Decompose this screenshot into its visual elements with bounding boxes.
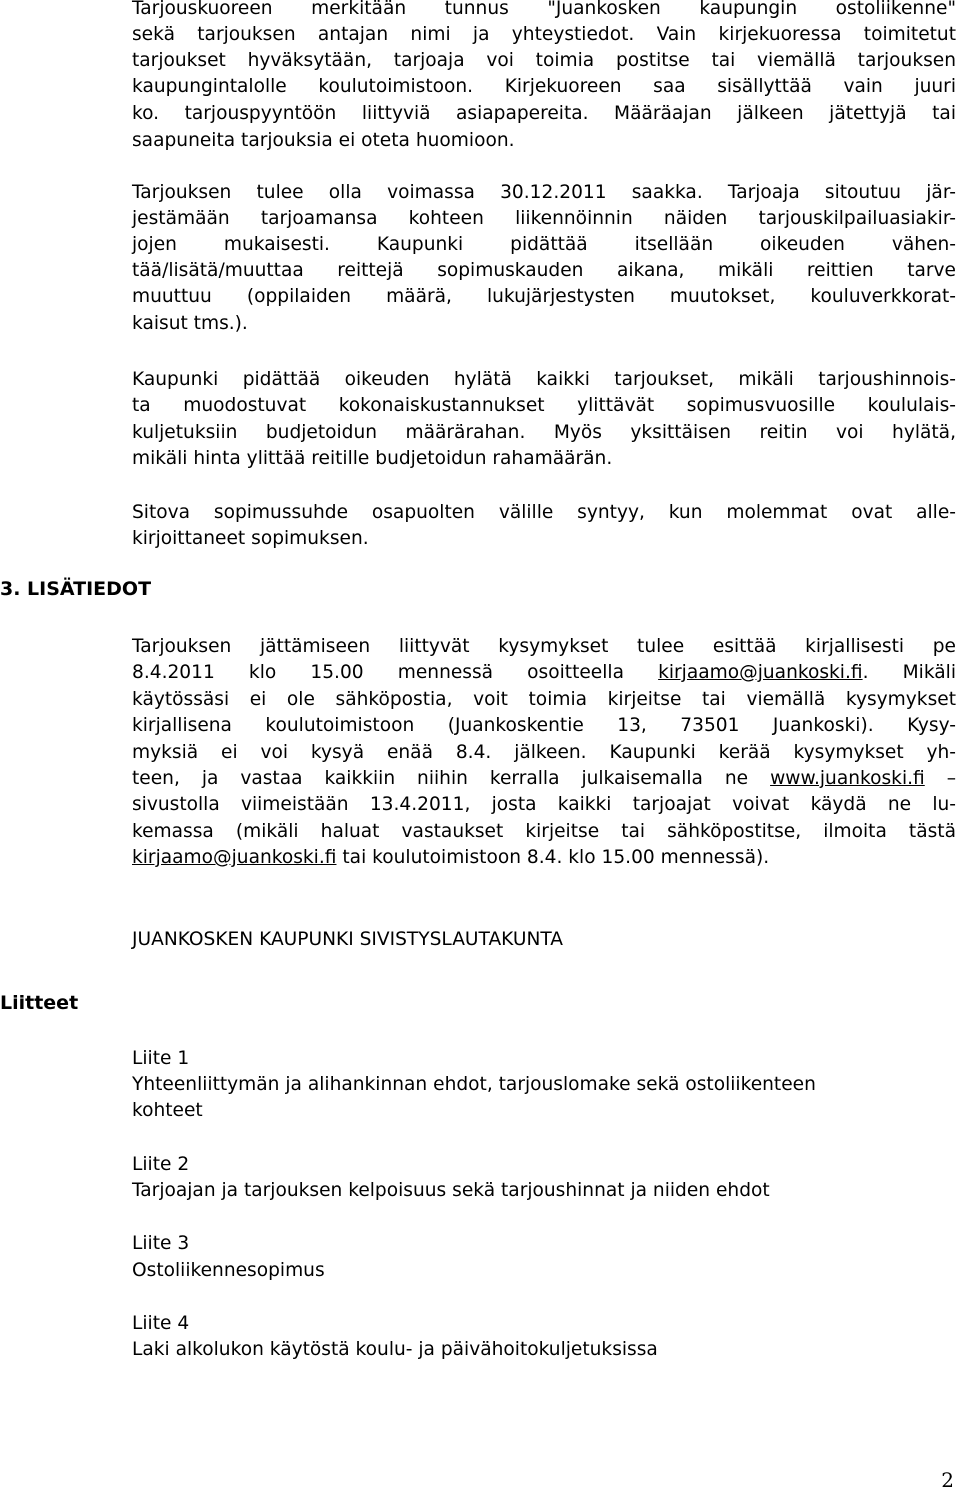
attachment-title: Tarjoajan ja tarjouksen kelpoisuus sekä tarjoushinnat ja niiden ehdot (132, 1180, 770, 1201)
section-heading-lisatiedot: 3. LISÄTIEDOT (0, 578, 152, 600)
attachment-title: Yhteenliittymän ja alihankinnan ehdot, tarjouslomake sekä ostoliikenteen (132, 1074, 816, 1095)
text-line: myksiä ei voi kysyä enää 8.4. jälkeen. Kaupunki kerää kysymykset yh- (132, 742, 956, 763)
text-line: tarjoukset hyväksytään, tarjoaja voi toimia postitse tai viemällä tarjouksen (132, 50, 956, 71)
text-line: tää/lisätä/muuttaa reittejä sopimuskauden aikana, mikäli reittien tarve (132, 260, 956, 281)
text-line: Tarjouskuoreen merkitään tunnus "Juankosken kaupungin ostoliikenne" (132, 0, 956, 19)
attachment-label: Liite 1 (132, 1048, 190, 1069)
attachment-label: Liite 4 (132, 1313, 190, 1334)
text-line: Tarjouksen jättämiseen liittyvät kysymykset tulee esittää kirjallisesti pe (132, 636, 956, 657)
attachment-label: Liite 3 (132, 1233, 190, 1254)
website-link[interactable]: www.juankoski.fi (770, 768, 925, 789)
text-line: kaupungintalolle koulutoimistoon. Kirjekuoreen saa sisällyttää vain juuri (132, 76, 956, 97)
text-line: muuttuu (oppilaiden määrä, lukujärjestysten muutokset, kouluverkkorat- (132, 286, 956, 307)
text-line: Sitova sopimussuhde osapuolten välille syntyy, kun molemmat ovat alle- (132, 502, 956, 523)
page-number: 2 (941, 1468, 954, 1492)
text-fragment: teen, ja vastaa kaikkiin niihin kerralla julkaisemalla ne (132, 768, 771, 789)
attachment-title: Ostoliikennesopimus (132, 1260, 325, 1281)
text-line: Tarjouksen tulee olla voimassa 30.12.2011 saakka. Tarjoaja sitoutuu jär- (132, 182, 956, 203)
email-link[interactable]: kirjaamo@juankoski.fi (132, 847, 337, 868)
text-line: kuljetuksiin budjetoidun määrärahan. Myös yksittäisen reitin voi hylätä, (132, 422, 956, 443)
text-line (132, 660, 956, 686)
text-line: sivustolla viimeistään 13.4.2011, josta kaikki tarjoajat voivat käydä ne lu- (132, 794, 956, 815)
text-line: kirjoittaneet sopimuksen. (132, 528, 369, 549)
attachment-title: kohteet (132, 1100, 203, 1121)
attachments-heading: Liitteet (0, 992, 79, 1014)
text-line: kemassa (mikäli haluat vastaukset kirjeitse tai sähköpostitse, ilmoita tästä (132, 821, 956, 842)
signature: JUANKOSKEN KAUPUNKI SIVISTYSLAUTAKUNTA (132, 929, 564, 950)
text-line: kirjallisena koulutoimistoon (Juankoskentie 13, 73501 Juankoski). Kysy- (132, 715, 956, 736)
text-line: kaisut tms.). (132, 313, 248, 334)
text-line (132, 766, 956, 792)
attachment-label: Liite 2 (132, 1154, 190, 1175)
text-line: sekä tarjouksen antajan nimi ja yhteystiedot. Vain kirjekuoressa toimitetut (132, 24, 956, 45)
text-line: ta muodostuvat kokonaiskustannukset ylittävät sopimusvuosille koululais- (132, 395, 956, 416)
text-line: ko. tarjouspyyntöön liittyviä asiapapereita. Määräajan jälkeen jätettyjä tai (132, 103, 956, 124)
text-fragment: 8.4.2011 klo 15.00 mennessä osoitteella (132, 662, 659, 683)
email-link[interactable]: kirjaamo@juankoski.fi (658, 662, 863, 683)
text-fragment: tai koulutoimistoon 8.4. klo 15.00 mennessä). (336, 847, 770, 868)
text-line: Kaupunki pidättää oikeuden hylätä kaikki tarjoukset, mikäli tarjoushinnois- (132, 369, 956, 390)
text-line (132, 845, 769, 871)
text-fragment: – (924, 768, 957, 789)
attachment-title: Laki alkolukon käytöstä koulu- ja päivähoitokuljetuksissa (132, 1339, 658, 1360)
text-line: jojen mukaisesti. Kaupunki pidättää itsellään oikeuden vähen- (132, 234, 956, 255)
text-line: käytössäsi ei ole sähköpostia, voit toimia kirjeitse tai viemällä kysymykset (132, 689, 956, 710)
text-line: jestämään tarjoamansa kohteen liikennöinnin näiden tarjouskilpailuasiakir- (132, 208, 956, 229)
text-line: saapuneita tarjouksia ei oteta huomioon. (132, 130, 515, 151)
text-fragment: . Mikäli (862, 662, 956, 683)
text-line: mikäli hinta ylittää reitille budjetoidun rahamäärän. (132, 448, 613, 469)
